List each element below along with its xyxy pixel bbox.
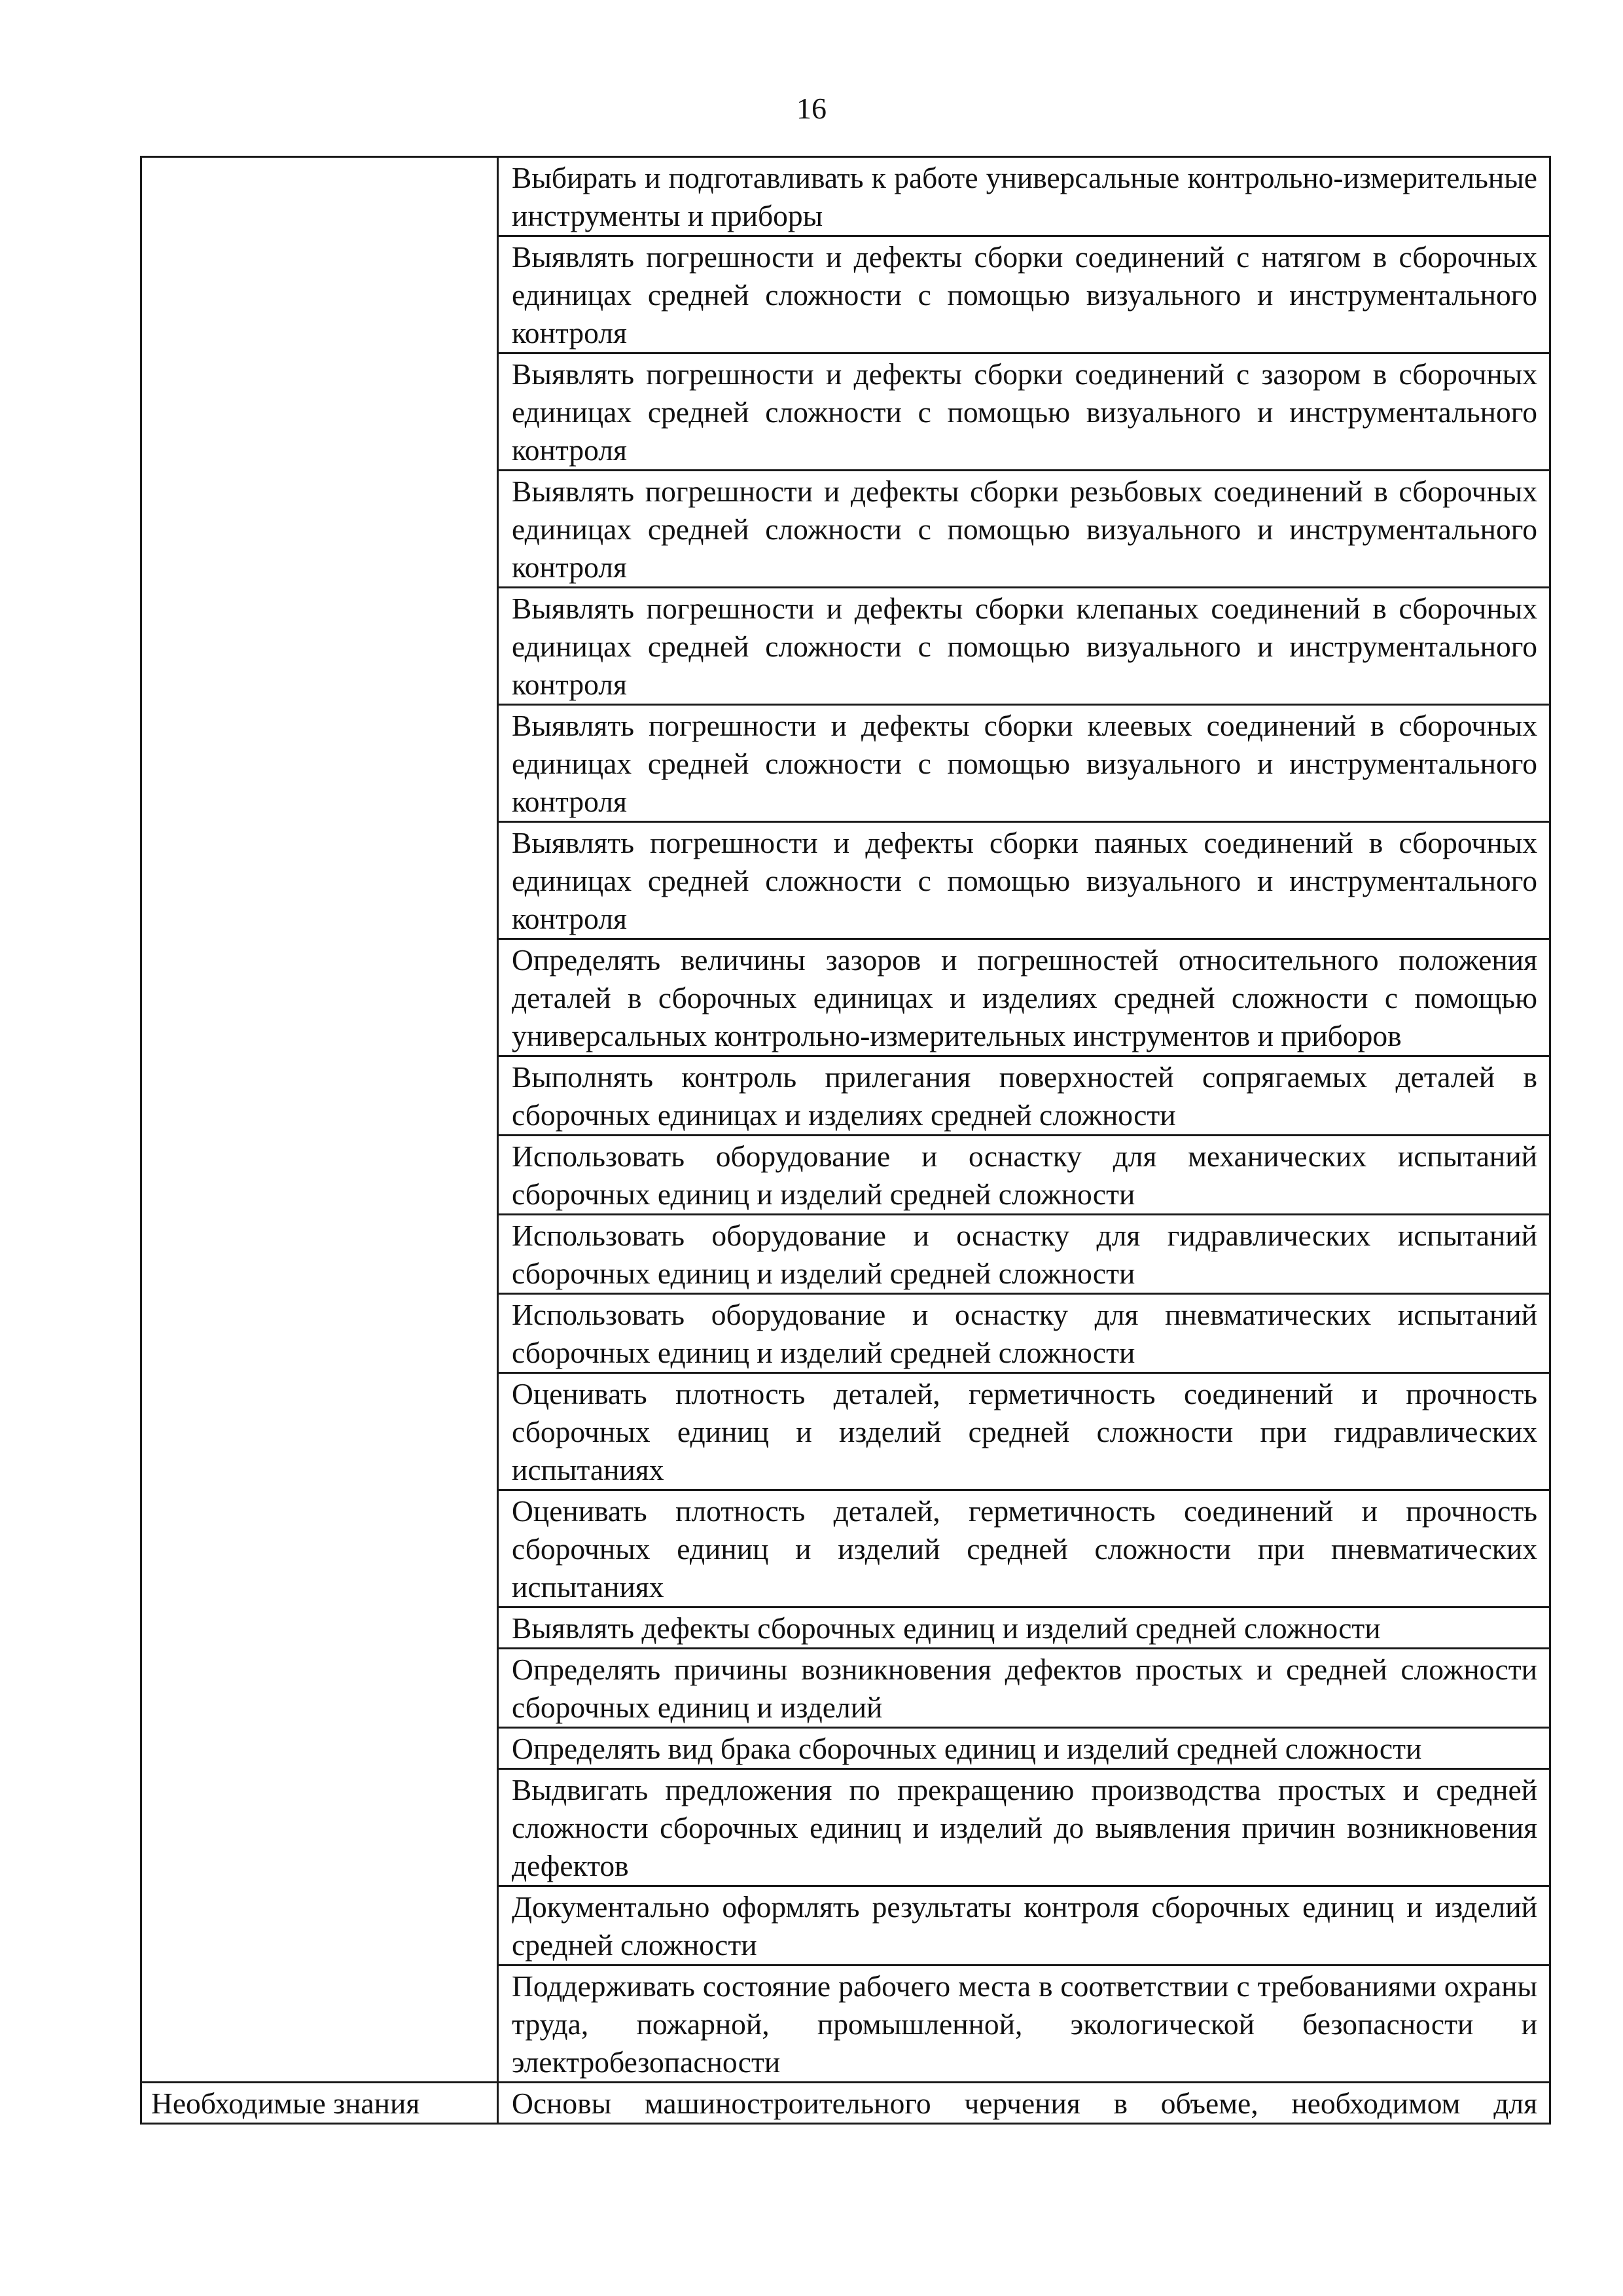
skill-text: Оценивать плотность деталей, герметичность соединений и прочность сборочных единиц и изделий средней сложности при пневматических испытаниях [512, 1494, 1537, 1604]
skill-text: Выполнять контроль прилегания поверхностей сопрягаемых деталей в сборочных единицах и изделиях средней сложности [512, 1060, 1537, 1132]
skill-cell [498, 1728, 1550, 1769]
requirements-table [140, 156, 1551, 2125]
knowledge-label-cell: Необходимые знания [141, 2083, 498, 2124]
skill-text: Документально оформлять результаты контроля сборочных единиц и изделий средней сложности [512, 1890, 1537, 1962]
skill-text: Поддерживать состояние рабочего места в соответствии с требованиями охраны труда, пожарной, промышленной, экологической безопасности и электробезопасности [512, 1969, 1537, 2079]
skill-text: Оценивать плотность деталей, герметичность соединений и прочность сборочных единиц и изделий средней сложности при гидравлических испытаниях [512, 1377, 1537, 1486]
skill-text: Определять величины зазоров и погрешностей относительного положения деталей в сборочных единицах и изделиях средней сложности с помощью универсальных контрольно-измерительных инструментов и приборов [512, 943, 1537, 1052]
skill-cell [498, 1215, 1550, 1294]
skill-cell [498, 1373, 1550, 1490]
skills-label-cell [141, 157, 498, 2083]
skill-cell [498, 1136, 1550, 1215]
skill-cell [498, 1056, 1550, 1136]
skill-text: Использовать оборудование и оснастку для пневматических испытаний сборочных единиц и изделий средней сложности [512, 1298, 1537, 1369]
skill-cell [498, 1294, 1550, 1373]
skill-cell [498, 705, 1550, 822]
page-number: 16 [796, 92, 827, 125]
skill-text: Определять вид брака сборочных единиц и изделий средней сложности [512, 1732, 1422, 1765]
skill-cell [498, 236, 1550, 353]
skill-row [141, 157, 1550, 236]
skill-cell [498, 1769, 1550, 1886]
skill-text: Выявлять погрешности и дефекты сборки соединений с натягом в сборочных единицах средней сложности с помощью визуального и инструментального контроля [512, 240, 1537, 350]
skill-text: Использовать оборудование и оснастку для гидравлических испытаний сборочных единиц и изделий средней сложности [512, 1219, 1537, 1290]
skill-text: Выявлять погрешности и дефекты сборки клеевых соединений в сборочных единицах средней сложности с помощью визуального и инструментального контроля [512, 709, 1537, 818]
skill-cell [498, 471, 1550, 588]
requirements-table-body [141, 157, 1550, 2124]
skill-text: Использовать оборудование и оснастку для механических испытаний сборочных единиц и изделий средней сложности [512, 1139, 1537, 1211]
skill-text: Определять причины возникновения дефектов простых и средней сложности сборочных единиц и изделий [512, 1653, 1537, 1724]
knowledge-row [141, 2083, 1550, 2124]
skill-cell [498, 1649, 1550, 1728]
skill-cell [498, 822, 1550, 939]
skill-text: Выдвигать предложения по прекращению производства простых и средней сложности сборочных единиц и изделий до выявления причин возникновения дефектов [512, 1773, 1537, 1882]
skill-text: Выявлять дефекты сборочных единиц и изделий средней сложности [512, 1611, 1381, 1645]
skill-cell [498, 1965, 1550, 2083]
skill-text: Выявлять погрешности и дефекты сборки резьбовых соединений в сборочных единицах средней сложности с помощью визуального и инструментального контроля [512, 475, 1537, 584]
skill-cell [498, 1607, 1550, 1649]
skill-text: Выявлять погрешности и дефекты сборки клепаных соединений в сборочных единицах средней сложности с помощью визуального и инструментального контроля [512, 592, 1537, 701]
knowledge-text: Основы машиностроительного черчения в объеме, необходимом для [512, 2087, 1537, 2120]
skill-text: Выявлять погрешности и дефекты сборки паяных соединений в сборочных единицах средней сложности с помощью визуального и инструментального контроля [512, 826, 1537, 935]
knowledge-cell [498, 2083, 1550, 2124]
skill-cell [498, 939, 1550, 1056]
skill-cell [498, 588, 1550, 705]
skill-cell [498, 157, 1550, 236]
skill-text: Выбирать и подготавливать к работе универсальные контрольно-измерительные инструменты и приборы [512, 161, 1537, 232]
skill-cell [498, 353, 1550, 471]
skill-cell [498, 1886, 1550, 1965]
skill-cell [498, 1490, 1550, 1607]
skill-text: Выявлять погрешности и дефекты сборки соединений с зазором в сборочных единицах средней сложности с помощью визуального и инструментального контроля [512, 357, 1537, 467]
